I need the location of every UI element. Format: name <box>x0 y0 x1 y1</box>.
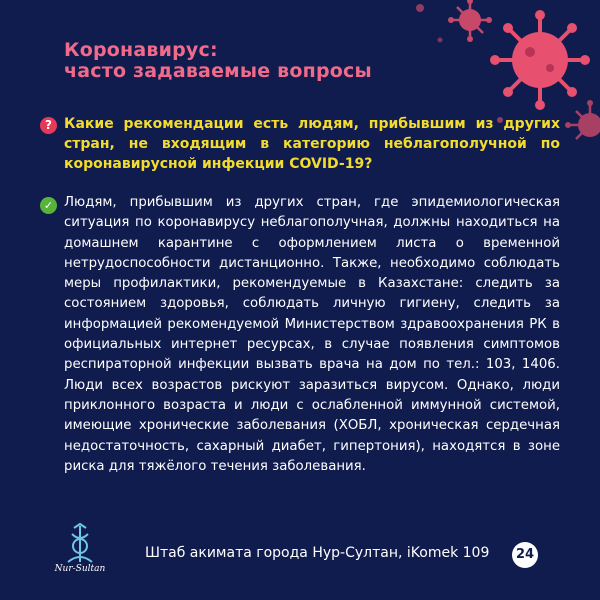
question-text: Какие рекомендации есть людям, прибывшим из других стран, не входящим в категорию неблагополучной по коронавирусной инфекции COVID-19? <box>64 116 560 172</box>
question-icon: ? <box>40 117 57 134</box>
page-title-line2: часто задаваемые вопросы <box>64 60 372 82</box>
footer-source: Штаб акимата города Нур-Султан, iKomek 109 <box>145 545 490 561</box>
virus-icon <box>490 10 590 110</box>
virus-small-icon <box>448 0 492 42</box>
answer-text: Людям, прибывшим из других стран, где эпидемиологическая ситуация по коронавирусу неблагополучная, должны находиться на домашнем карантине с оформлением листа о временной нетрудоспособности дистанционно. Также, необходимо соблюдать меры профилактики, рекомендуемые в Казахстане: следить за состоянием здоровья, соблюдать личную гигиену, следить за информацией рекомендуемой Министерством здравоохранения РК в официальных интернет ресурсах, в случае появления симптомов респираторной инфекции вызвать врача на дом по тел.: 103, 1406. Люди всех возрастов рискуют заразиться вирусом. Однако, люди приклонного возраста и люди с ослабленной иммунной системой, имеющие хронические заболевания (ХОБЛ, хроническая сердечная недостаточность, сахарный диабет, гипертония), находятся в зоне риска для тяжёлого течения заболевания. <box>64 195 560 474</box>
nur-sultan-logo-icon <box>48 522 112 584</box>
page-title <box>64 40 372 82</box>
check-icon: ✓ <box>40 197 57 214</box>
page-title-line1: Коронавирус: <box>64 39 218 61</box>
virus-small-icon <box>565 100 600 139</box>
logo-text: Nur-Sultan <box>54 564 106 574</box>
page-number-badge: 24 <box>512 542 538 568</box>
